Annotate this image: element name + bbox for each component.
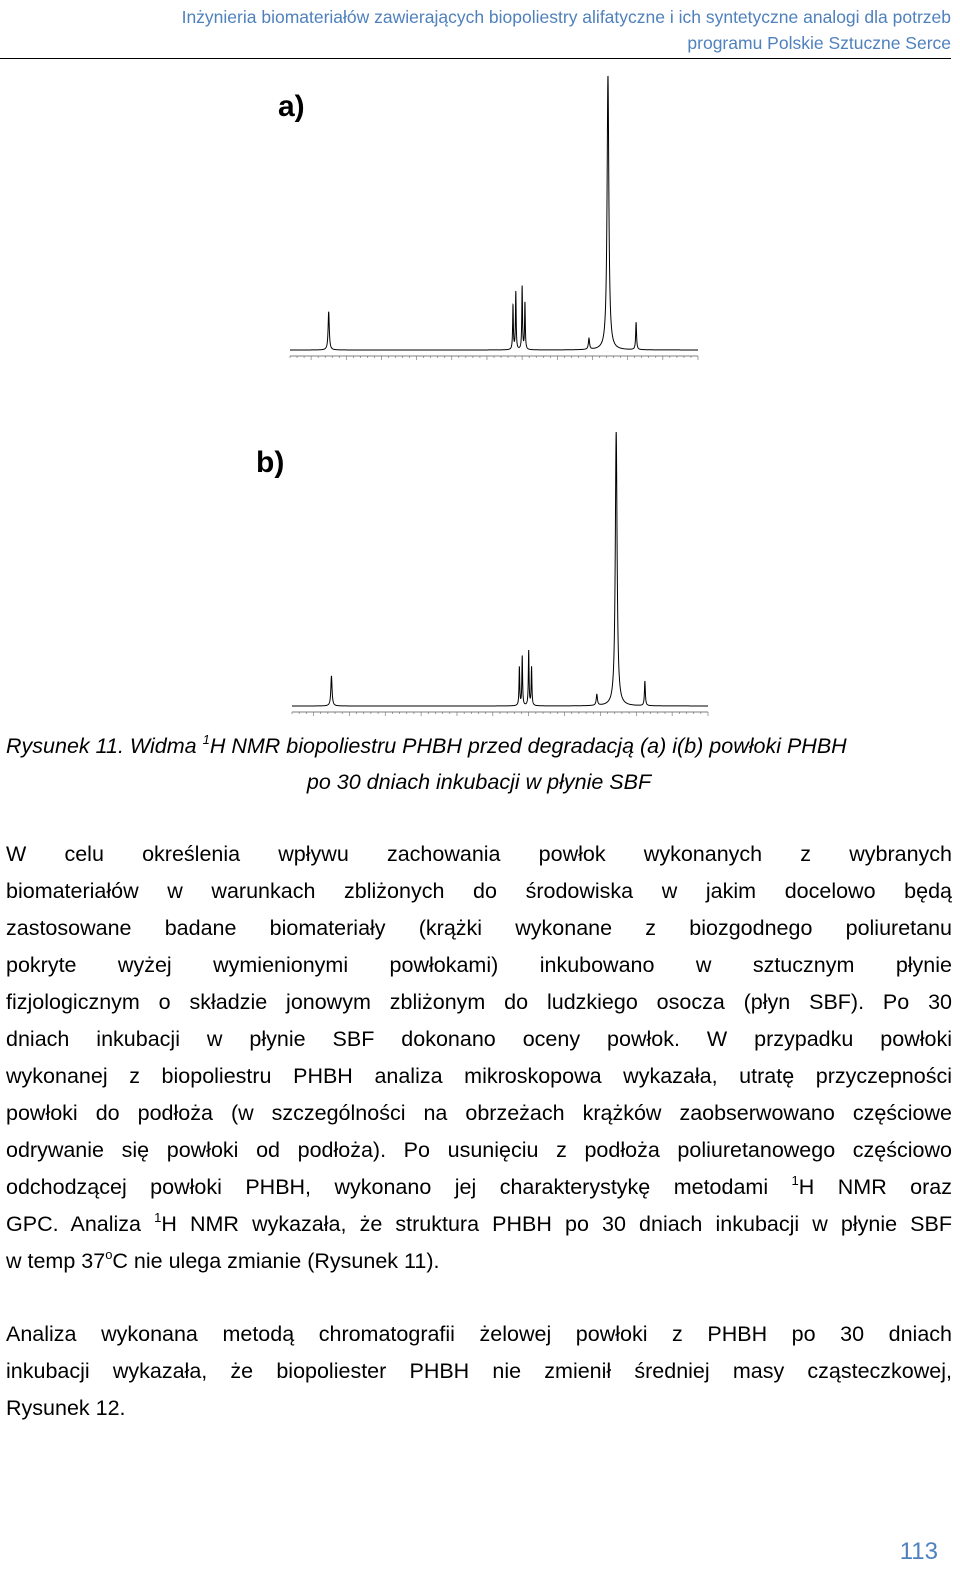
line12-text-a: w temp 37 <box>6 1249 106 1273</box>
paragraph-1-line: W celu określenia wpływu zachowania powłok wykonanych z wybranych <box>6 842 952 866</box>
paragraph-1-line-10 <box>6 1169 952 1206</box>
running-header-line2: programu Polskie Sztuczne Serce <box>687 33 951 53</box>
paragraph-1-line: odrywanie się powłoki od podłoża). Po usunięciu z podłoża poliuretanowego częściowo <box>6 1138 952 1162</box>
paragraph-2-line: Rysunek 12. <box>6 1396 126 1420</box>
paragraph-1-line: powłoki do podłoża (w szczególności na obrzeżach krążków zaobserwowano częściowe <box>6 1101 952 1125</box>
paragraph-1-line: biomateriałów w warunkach zbliżonych do środowiska w jakim docelowo będą <box>6 879 952 903</box>
figure-caption-line2: po 30 dniach inkubacji w płynie SBF <box>306 770 652 794</box>
spectrum-trace <box>292 432 708 706</box>
paragraph-1-line-12 <box>6 1243 952 1280</box>
figure-panel-a-label: a) <box>278 90 305 123</box>
nmr-spectrum-b <box>290 428 710 728</box>
figure-caption-line1 <box>6 728 952 764</box>
paragraph-2 <box>6 1316 952 1427</box>
line12-superscript: o <box>105 1247 113 1262</box>
paragraph-2-line: Analiza wykonana metodą chromatografii żelowej powłoki z PHBH po 30 dniach <box>6 1322 952 1346</box>
paragraph-1-line: zastosowane badane biomateriały (krążki wykonane z biozgodnego poliuretanu <box>6 916 952 940</box>
nmr-spectrum-a <box>288 72 700 372</box>
line11-text-b: H NMR wykazała, że struktura PHBH po 30 dniach inkubacji w płynie SBF <box>161 1212 953 1236</box>
paragraph-1-line: pokryte wyżej wymienionymi powłokami) inkubowano w sztucznym płynie <box>6 953 952 977</box>
caption-prefix: Rysunek 11. Widma <box>6 734 203 758</box>
line12-text-b: C nie ulega zmianie (Rysunek 11). <box>112 1249 440 1273</box>
spectrum-trace <box>290 76 698 350</box>
page-number: 113 <box>899 1538 938 1565</box>
running-header <box>0 4 951 56</box>
caption-superscript: 1 <box>202 732 210 747</box>
caption-line1-rest: H NMR biopoliestru PHBH przed degradacją (a) i(b) powłoki PHBH <box>209 734 847 758</box>
paragraph-1-line: wykonanej z biopoliestru PHBH analiza mikroskopowa wykazała, utratę przyczepności <box>6 1064 952 1088</box>
line10-text-a: odchodzącej powłoki PHBH, wykonano jej charakterystykę metodami <box>6 1175 792 1199</box>
paragraph-2-line: inkubacji wykazała, że biopoliester PHBH nie zmienił średniej masy cząsteczkowej, <box>6 1359 952 1383</box>
line10-superscript: 1 <box>791 1173 799 1188</box>
paragraph-1-line-11 <box>6 1206 952 1243</box>
figure-panel-b-label: b) <box>256 446 285 479</box>
running-header-line1: Inżynieria biomateriałów zawierających biopoliestry alifatyczne i ich syntetyczne analogi dla potrzeb <box>181 7 951 27</box>
paragraph-1 <box>6 836 952 1280</box>
line11-superscript: 1 <box>154 1210 162 1225</box>
header-rule <box>0 58 951 59</box>
paragraph-1-line: dniach inkubacji w płynie SBF dokonano oceny powłok. W przypadku powłoki <box>6 1027 952 1051</box>
line10-text-b: H NMR oraz <box>798 1175 952 1199</box>
line11-text-a: GPC. Analiza <box>6 1212 155 1236</box>
figure-caption <box>6 728 952 800</box>
paragraph-1-line: fizjologicznym o składzie jonowym zbliżonym do ludzkiego osocza (płyn SBF). Po 30 <box>6 990 952 1014</box>
